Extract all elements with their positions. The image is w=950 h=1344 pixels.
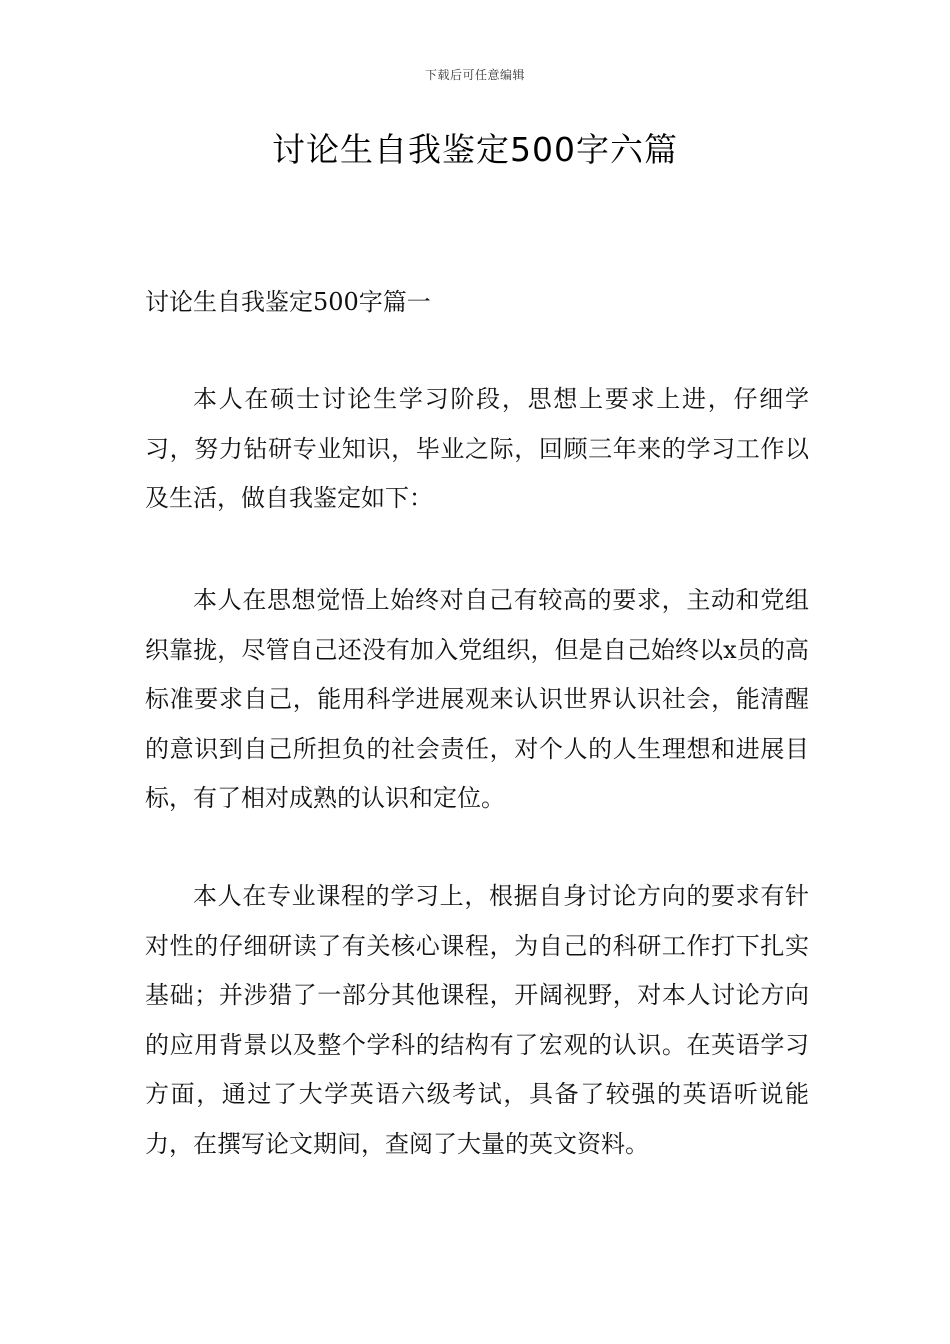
paragraph-2: 本人在思想觉悟上始终对自己有较高的要求，主动和党组织靠拢，尽管自己还没有加入党组织，但是自己始终以x员的高标准要求自己，能用科学进展观来认识世界认识社会，能清醒的意识到自己所担负的社会责任，对个人的人生理想和进展目标，有了相对成熟的认识和定位。 [145, 586, 809, 812]
document-title: 讨论生自我鉴定500字六篇 [272, 130, 678, 169]
section-heading: 讨论生自我鉴定500字篇一 [145, 288, 431, 316]
paragraph-3: 本人在专业课程的学习上，根据自身讨论方向的要求有针对性的仔细研读了有关核心课程，为自己的科研工作打下扎实基础；并涉猎了一部分其他课程，开阔视野，对本人讨论方向的应用背景以及整个学科的结构有了宏观的认识。在英语学习方面，通过了大学英语六级考试，具备了较强的英语听说能力，在撰写论文期间，查阅了大量的英文资料。 [145, 882, 809, 1158]
paragraph-1: 本人在硕士讨论生学习阶段，思想上要求上进，仔细学习，努力钻研专业知识，毕业之际，回顾三年来的学习工作以及生活，做自我鉴定如下： [145, 385, 809, 512]
header-note: 下载后可任意编辑 [424, 68, 525, 82]
